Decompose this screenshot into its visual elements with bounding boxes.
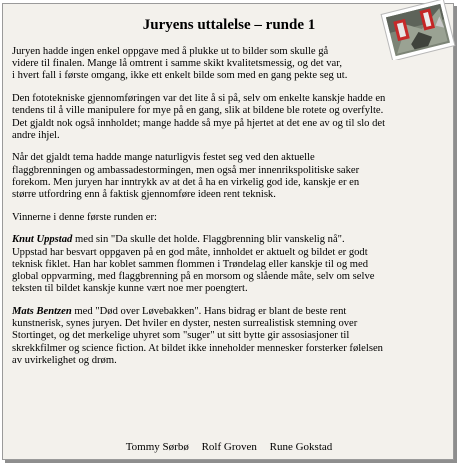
text-line: Uppstad har besvart oppgaven på en god måte, innholdet er aktuelt og bildet er godt — [12, 246, 368, 258]
paragraph-technique — [12, 93, 446, 142]
paragraph-theme — [12, 152, 446, 201]
text-line: større utfordring enn å faktisk gjennomføre ideen rent teknisk. — [12, 189, 276, 201]
winner-name: Mats Bentzen — [12, 305, 72, 317]
page-title: Juryens uttalelse – runde 1 — [142, 17, 316, 33]
text-line: forekom. Men juryen har inntrykk av at det å ha en virkelig god ide, kanskje er en — [12, 176, 360, 188]
text-line: videre til finalen. Mange lå omtrent i samme skikt kvalitetsmessig, og det var, — [12, 58, 342, 70]
text-line: tendens til å ville manipulere for mye på en gang, slik at bildene ble rotete og overfylte. — [12, 105, 384, 117]
corner-photo-image — [378, 0, 458, 60]
signature-name: Rolf Groven — [201, 441, 257, 453]
winner-entry — [12, 306, 446, 367]
text-line — [12, 234, 446, 246]
signature-name: Tommy Sørbø — [125, 441, 189, 453]
winner-entry-title: med sin "Da skulle det holde. Flaggbrenning blir vanskelig nå". — [72, 234, 345, 246]
signature-name: Rune Gokstad — [269, 441, 333, 453]
text-line: av uvirkelighet og drøm. — [12, 354, 117, 366]
statement-card — [2, 3, 454, 460]
text-line: i hvert fall i første omgang, ikke ett enkelt bilde som med en gang pekte seg ut. — [12, 70, 348, 82]
text-line: flaggbrenningen og ambassadestormingen, men også mer innenrikspolitiske saker — [12, 164, 360, 176]
text-line — [12, 306, 446, 318]
text-line: global oppvarming, med flaggbrenning på en morsom og slående måte, selv om selve — [12, 271, 375, 283]
text-line: andre ihjel. — [12, 129, 60, 141]
text-line: teknisk fiklet. Han har koblet sammen flommen i Trøndelag eller kanskje til og med — [12, 258, 368, 270]
text-line: Det gjaldt nok også innholdet; mange hadde så mye på hjertet at det ene av og til slo det — [12, 117, 386, 129]
jury-signatures — [3, 441, 455, 454]
text-line: Når det gjaldt tema hadde mange naturligvis festet seg ved den aktuelle — [12, 152, 315, 164]
winner-name: Knut Uppstad — [12, 234, 73, 246]
statement-body — [12, 46, 446, 377]
text-line: Juryen hadde ingen enkel oppgave med å plukke ut to bilder som skulle gå — [12, 46, 329, 57]
winner-entry — [12, 234, 446, 295]
text-line: kunstnerisk, synes juryen. Det hviler en dyster, nesten surrealistisk stemning over — [12, 318, 358, 330]
text-line: Vinnerne i denne første runden er: — [12, 211, 157, 223]
winner-entry-title: med "Død over Løvebakken". Hans bidrag er blant de beste rent — [71, 305, 347, 317]
text-line: Stortinget, og det merkelige uhyret som "suger" ut sitt bytte gir assosiasjoner til — [12, 330, 350, 342]
paragraph-winners-intro — [12, 212, 446, 224]
text-line: Den fototekniske gjennomføringen var det lite å si på, selv om enkelte kanskje hadde en — [12, 93, 386, 105]
text-line: skrekkfilmer og science fiction. At bildet ikke inneholder mennesker forsterker følelsen — [12, 342, 383, 354]
text-line: teksten til bildet kanskje kunne vært noe mer poengtert. — [12, 283, 248, 295]
